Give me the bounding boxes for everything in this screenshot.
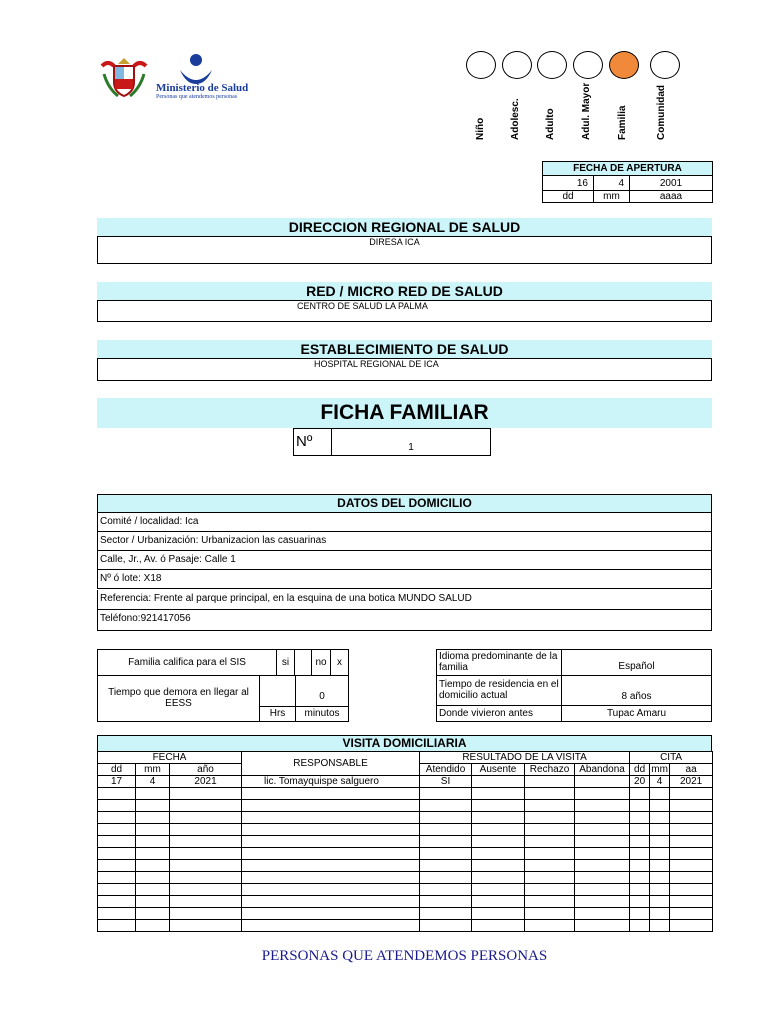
visita-cell[interactable] [170, 800, 242, 812]
visita-table [97, 751, 713, 932]
visita-cell[interactable] [670, 788, 713, 800]
visita-cell[interactable] [575, 776, 630, 788]
visita-cell[interactable] [472, 824, 525, 836]
visita-cell[interactable] [170, 872, 242, 884]
idioma-label [436, 649, 562, 676]
category-comunidad-label: Comunidad [656, 85, 667, 140]
residencia-label-text: Tiempo de residencia en el domicilio actual [439, 679, 559, 701]
apertura-dd-label: dd [543, 191, 594, 203]
establecimiento-title: ESTABLECIMIENTO DE SALUD [97, 340, 712, 359]
donde-field[interactable] [561, 705, 712, 722]
visita-cell[interactable] [575, 824, 630, 836]
visita-cita-header: CITA [630, 752, 713, 764]
visita-cell[interactable] [420, 860, 472, 872]
apertura-aaaa-label: aaaa [630, 191, 713, 203]
visita-cell[interactable] [525, 884, 575, 896]
visita-cell[interactable] [136, 920, 170, 932]
visita-cell[interactable] [525, 896, 575, 908]
category-adulto-circle[interactable] [537, 51, 567, 79]
ficha-title: FICHA FAMILIAR [97, 398, 712, 428]
visita-cell[interactable] [136, 860, 170, 872]
visita-cell[interactable] [575, 788, 630, 800]
ficha-no-field[interactable] [331, 428, 491, 456]
visita-cell[interactable] [136, 788, 170, 800]
visita-cell[interactable] [575, 872, 630, 884]
visita-cell[interactable] [420, 848, 472, 860]
visita-cell[interactable] [630, 800, 650, 812]
visita-cell[interactable] [136, 872, 170, 884]
visita-cell[interactable] [575, 836, 630, 848]
visita-cell[interactable] [472, 872, 525, 884]
ficha-no-label: Nº [293, 428, 332, 456]
visita-sub-mm: mm [136, 764, 170, 776]
visita-cell[interactable] [575, 884, 630, 896]
visita-cell[interactable] [170, 788, 242, 800]
tiempo-minutos-field[interactable] [295, 675, 349, 707]
visita-cell[interactable] [472, 848, 525, 860]
visita-cell[interactable] [170, 848, 242, 860]
visita-cell[interactable]: 2021 [170, 776, 242, 788]
residencia-field[interactable] [561, 675, 712, 706]
category-familia-circle[interactable] [609, 51, 639, 79]
visita-cell[interactable] [170, 860, 242, 872]
visita-sub-rechazo: Rechazo [525, 764, 575, 776]
visita-cell[interactable] [136, 836, 170, 848]
domicilio-referencia[interactable]: Referencia: Frente al parque principal, en la esquina de una botica MUNDO SALUD [97, 590, 712, 610]
tiempo-hrs-field[interactable] [259, 675, 296, 707]
direccion-title: DIRECCION REGIONAL DE SALUD [97, 218, 712, 237]
table-row[interactable] [98, 848, 713, 860]
ficha-no-value: 1 [408, 442, 414, 453]
visita-cell[interactable] [525, 800, 575, 812]
visita-cell[interactable] [98, 884, 136, 896]
visita-cell[interactable] [670, 860, 713, 872]
visita-cell[interactable] [650, 824, 670, 836]
domicilio-lote[interactable]: Nº ó lote: X18 [97, 570, 712, 589]
visita-cell[interactable] [420, 908, 472, 920]
visita-cell[interactable] [170, 920, 242, 932]
idioma-value: Español [618, 661, 655, 672]
category-adul-mayor-label: Adul. Mayor [581, 82, 592, 140]
visita-cell[interactable] [575, 848, 630, 860]
visita-cell[interactable] [575, 812, 630, 824]
visita-cell[interactable] [670, 896, 713, 908]
visita-cell[interactable] [242, 872, 420, 884]
visita-cell[interactable] [420, 788, 472, 800]
visita-cell[interactable] [420, 920, 472, 932]
visita-cell[interactable] [98, 872, 136, 884]
red-field[interactable] [97, 300, 712, 322]
table-row[interactable] [98, 860, 713, 872]
visita-cell[interactable] [242, 920, 420, 932]
domicilio-telefono[interactable]: Teléfono:921417056 [97, 610, 712, 631]
visita-cell[interactable] [472, 860, 525, 872]
visita-title: VISITA DOMICILIARIA [97, 735, 712, 752]
visita-cell[interactable] [420, 800, 472, 812]
apertura-title: FECHA DE APERTURA [543, 162, 713, 176]
visita-cell[interactable] [242, 812, 420, 824]
idioma-label-text: Idioma predominante de la familia [439, 651, 558, 673]
visita-cell[interactable] [98, 848, 136, 860]
sis-si-mark[interactable] [294, 649, 312, 676]
visita-cell[interactable] [242, 860, 420, 872]
visita-cell[interactable]: 2021 [670, 776, 713, 788]
visita-cell[interactable] [630, 884, 650, 896]
visita-cell[interactable] [472, 836, 525, 848]
visita-cell[interactable] [575, 920, 630, 932]
visita-cell[interactable] [525, 848, 575, 860]
tiempo-label-text: Tiempo que demora en llegar al EESS [108, 687, 249, 709]
visita-cell[interactable] [170, 908, 242, 920]
red-title: RED / MICRO RED DE SALUD [97, 282, 712, 301]
visita-cell[interactable] [136, 884, 170, 896]
sis-no[interactable]: no [311, 649, 331, 676]
visita-cell[interactable]: SI [420, 776, 472, 788]
visita-cell[interactable] [98, 836, 136, 848]
establecimiento-value: HOSPITAL REGIONAL DE ICA [314, 359, 439, 369]
visita-cell[interactable] [98, 920, 136, 932]
visita-cell[interactable] [420, 824, 472, 836]
visita-sub-abandona: Abandona [575, 764, 630, 776]
visita-cell[interactable] [136, 812, 170, 824]
visita-cell[interactable] [630, 824, 650, 836]
table-row[interactable] [98, 800, 713, 812]
visita-fecha-header: FECHA [98, 752, 242, 764]
visita-cell[interactable] [136, 896, 170, 908]
visita-cell[interactable] [630, 848, 650, 860]
visita-cell[interactable] [170, 824, 242, 836]
domicilio-calle[interactable]: Calle, Jr., Av. ó Pasaje: Calle 1 [97, 551, 712, 570]
residencia-label [436, 675, 562, 706]
visita-cell[interactable] [650, 896, 670, 908]
visita-cell[interactable] [650, 908, 670, 920]
visita-cell[interactable] [242, 788, 420, 800]
visita-cell[interactable] [420, 884, 472, 896]
tiempo-value: 0 [319, 691, 325, 702]
visita-cell[interactable] [670, 836, 713, 848]
visita-sub-anio: año [170, 764, 242, 776]
visita-cell[interactable] [170, 896, 242, 908]
sis-label: Familia califica para el SIS [97, 649, 277, 676]
visita-cell[interactable] [472, 884, 525, 896]
table-row[interactable] [98, 884, 713, 896]
visita-cell[interactable] [242, 848, 420, 860]
direccion-field[interactable] [97, 236, 712, 264]
visita-cell[interactable] [98, 824, 136, 836]
visita-cell[interactable] [242, 896, 420, 908]
category-familia-label: Familia [617, 105, 628, 140]
visita-cell[interactable] [525, 836, 575, 848]
visita-cell[interactable] [650, 860, 670, 872]
visita-sub-cita-dd: dd [630, 764, 650, 776]
visita-cell[interactable] [472, 896, 525, 908]
visita-cell[interactable] [242, 836, 420, 848]
visita-cell[interactable] [525, 908, 575, 920]
visita-cell[interactable] [650, 872, 670, 884]
visita-cell[interactable] [525, 788, 575, 800]
visita-cell[interactable] [670, 812, 713, 824]
table-row[interactable] [98, 872, 713, 884]
table-row[interactable] [98, 812, 713, 824]
visita-cell[interactable]: lic. Tomayquispe salguero [242, 776, 420, 788]
tiempo-label [97, 675, 260, 722]
visita-cell[interactable] [630, 836, 650, 848]
visita-cell[interactable] [650, 848, 670, 860]
category-adulto-label: Adulto [545, 108, 556, 140]
table-row[interactable] [98, 836, 713, 848]
visita-cell[interactable] [170, 836, 242, 848]
visita-cell[interactable] [525, 860, 575, 872]
visita-responsable-header: RESPONSABLE [242, 752, 420, 776]
visita-sub-atendido: Atendido [420, 764, 472, 776]
visita-cell[interactable] [650, 800, 670, 812]
visita-cell[interactable] [525, 920, 575, 932]
visita-sub-ausente: Ausente [472, 764, 525, 776]
visita-cell[interactable] [472, 920, 525, 932]
visita-cell[interactable] [630, 908, 650, 920]
footer-slogan: PERSONAS QUE ATENDEMOS PERSONAS [261, 948, 548, 964]
visita-sub-dd: dd [98, 764, 136, 776]
visita-cell[interactable] [650, 788, 670, 800]
visita-cell[interactable] [472, 776, 525, 788]
table-row[interactable] [98, 788, 713, 800]
visita-cell[interactable] [136, 800, 170, 812]
visita-resultado-header: RESULTADO DE LA VISITA [420, 752, 630, 764]
visita-cell[interactable] [242, 884, 420, 896]
tiempo-hrs-label: Hrs [259, 706, 296, 722]
visita-cell[interactable] [670, 908, 713, 920]
visita-cell[interactable] [670, 884, 713, 896]
direccion-value: DIRESA ICA [369, 237, 420, 247]
visita-cell[interactable] [525, 824, 575, 836]
table-row[interactable] [98, 824, 713, 836]
visita-cell[interactable] [242, 800, 420, 812]
visita-cell[interactable] [525, 872, 575, 884]
visita-cell[interactable] [630, 872, 650, 884]
visita-cell[interactable] [420, 836, 472, 848]
visita-cell[interactable] [98, 860, 136, 872]
visita-cell[interactable] [136, 848, 170, 860]
minsa-logo-icon [178, 52, 214, 86]
table-row[interactable] [98, 776, 713, 788]
peru-coat-of-arms-logo [100, 54, 148, 100]
visita-cell[interactable] [472, 788, 525, 800]
visita-cell[interactable] [472, 908, 525, 920]
visita-cell[interactable] [575, 908, 630, 920]
minsa-logo-tagline: Personas que atendemos personas [156, 94, 238, 100]
category-adul-mayor-circle[interactable] [573, 51, 603, 79]
minsa-logo-text: Ministerio de Salud [156, 82, 249, 94]
category-comunidad-circle[interactable] [650, 51, 680, 79]
establecimiento-field[interactable] [97, 358, 712, 381]
domicilio-sector[interactable]: Sector / Urbanización: Urbanizacion las casuarinas [97, 532, 712, 551]
category-adolesc-circle[interactable] [502, 51, 532, 79]
visita-cell[interactable] [242, 824, 420, 836]
visita-cell[interactable] [650, 920, 670, 932]
visita-cell[interactable] [670, 800, 713, 812]
residencia-value: 8 años [621, 691, 652, 702]
visita-cell[interactable] [670, 872, 713, 884]
visita-cell[interactable]: 4 [650, 776, 670, 788]
visita-cell[interactable] [670, 920, 713, 932]
table-row[interactable] [98, 920, 713, 932]
visita-cell[interactable] [650, 884, 670, 896]
table-row[interactable] [98, 908, 713, 920]
apertura-aaaa: 2001 [630, 176, 713, 191]
tiempo-minutos-label: minutos [295, 706, 349, 722]
visita-cell[interactable] [170, 884, 242, 896]
visita-cell[interactable]: 20 [630, 776, 650, 788]
category-nino-label: Niño [475, 117, 486, 140]
visita-cell[interactable] [472, 800, 525, 812]
visita-cell[interactable] [472, 812, 525, 824]
visita-cell[interactable] [525, 812, 575, 824]
idioma-field[interactable] [561, 649, 712, 676]
domicilio-title: DATOS DEL DOMICILIO [97, 494, 712, 513]
visita-cell[interactable] [98, 896, 136, 908]
visita-cell[interactable] [170, 812, 242, 824]
donde-label: Donde vivieron antes [436, 705, 562, 722]
visita-cell[interactable] [242, 908, 420, 920]
visita-sub-cita-aa: aa [670, 764, 713, 776]
visita-cell[interactable] [630, 812, 650, 824]
visita-cell[interactable] [575, 896, 630, 908]
visita-cell[interactable] [420, 896, 472, 908]
visita-cell[interactable] [98, 812, 136, 824]
apertura-table [542, 161, 713, 203]
visita-cell[interactable] [575, 860, 630, 872]
visita-cell[interactable]: 4 [136, 776, 170, 788]
apertura-mm-label: mm [594, 191, 630, 203]
visita-cell[interactable] [630, 860, 650, 872]
visita-cell[interactable] [420, 872, 472, 884]
red-value: CENTRO DE SALUD LA PALMA [297, 301, 428, 311]
visita-cell[interactable] [98, 788, 136, 800]
visita-cell[interactable] [630, 788, 650, 800]
domicilio-localidad[interactable]: Comité / localidad: Ica [97, 513, 712, 532]
visita-cell[interactable] [420, 812, 472, 824]
apertura-dd: 16 [543, 176, 594, 191]
sis-si[interactable]: si [276, 649, 295, 676]
visita-cell[interactable] [670, 824, 713, 836]
visita-cell[interactable] [650, 812, 670, 824]
visita-cell[interactable] [575, 800, 630, 812]
donde-value: Tupac Amaru [606, 708, 667, 719]
visita-cell[interactable] [136, 908, 170, 920]
category-adolesc-label: Adolesc. [510, 98, 521, 140]
visita-cell[interactable] [98, 908, 136, 920]
visita-cell[interactable]: 17 [98, 776, 136, 788]
visita-cell[interactable] [98, 800, 136, 812]
table-row[interactable] [98, 896, 713, 908]
visita-cell[interactable] [136, 824, 170, 836]
visita-cell[interactable] [650, 836, 670, 848]
visita-cell[interactable] [630, 896, 650, 908]
sis-no-mark[interactable]: x [330, 649, 349, 676]
visita-sub-cita-mm: mm [651, 764, 668, 775]
visita-cell[interactable] [525, 776, 575, 788]
visita-cell[interactable] [670, 848, 713, 860]
apertura-mm: 4 [594, 176, 630, 191]
category-nino-circle[interactable] [466, 51, 496, 79]
visita-cell[interactable] [630, 920, 650, 932]
